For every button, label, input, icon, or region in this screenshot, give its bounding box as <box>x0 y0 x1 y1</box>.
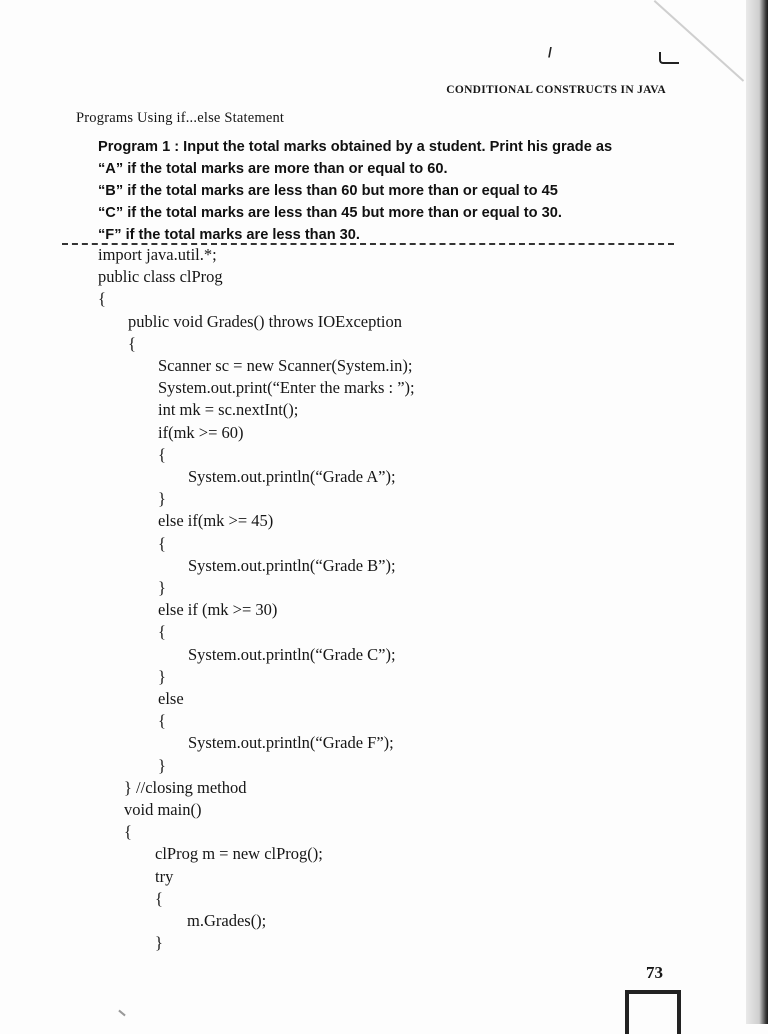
code-line: { <box>158 711 166 731</box>
code-line: m.Grades(); <box>187 911 267 930</box>
problem-statement <box>98 136 688 246</box>
code-line: void main() <box>124 800 202 819</box>
code-line: System.out.println(“Grade C”); <box>188 644 396 664</box>
code-line: } <box>158 755 166 775</box>
scan-speck <box>118 1010 125 1017</box>
code-line: int mk = sc.nextInt(); <box>158 400 299 420</box>
problem-line: Program 1 : Input the total marks obtained by a student. Print his grade as <box>98 139 613 155</box>
code-line: public class clProg <box>98 267 223 287</box>
code-line: { <box>155 888 163 908</box>
code-line: else if (mk >= 30) <box>158 600 278 620</box>
code-line: { <box>158 622 166 642</box>
corner-box-mark <box>625 990 681 1034</box>
code-line: if(mk >= 60) <box>158 422 244 442</box>
code-line: { <box>158 444 166 464</box>
code-line: } <box>158 666 166 686</box>
problem-line: “C” if the total marks are less than 45 but more than or equal to 30. <box>98 205 562 221</box>
code-line: else <box>158 689 184 708</box>
code-line: else if(mk >= 45) <box>158 511 274 531</box>
page-number: 73 <box>646 963 663 982</box>
code-line: System.out.print(“Enter the marks : ”); <box>158 378 415 398</box>
pen-tick-mark: / <box>548 44 552 60</box>
code-line: System.out.println(“Grade A”); <box>188 467 396 486</box>
section-title: Programs Using if...else Statement <box>76 110 285 126</box>
code-line: } <box>158 489 166 509</box>
problem-line: “F” if the total marks are less than 30. <box>98 227 360 243</box>
code-line: Scanner sc = new Scanner(System.in); <box>158 356 413 375</box>
code-line: clProg m = new clProg(); <box>155 844 323 864</box>
code-line: { <box>128 333 136 353</box>
code-line: System.out.println(“Grade B”); <box>188 555 396 575</box>
code-line: } //closing method <box>124 777 247 797</box>
code-line: } <box>158 578 166 597</box>
page-edge-shadow <box>746 0 768 1024</box>
pen-hook-mark <box>659 52 679 64</box>
page-fold-line <box>654 0 745 82</box>
problem-line: “B” if the total marks are less than 60 but more than or equal to 45 <box>98 183 558 199</box>
code-line: import java.util.*; <box>98 245 217 264</box>
code-line: { <box>124 822 132 842</box>
code-line: try <box>155 866 174 886</box>
code-line: public void Grades() throws IOException <box>128 311 403 331</box>
code-line: { <box>158 533 166 553</box>
problem-line: “A” if the total marks are more than or equal to 60. <box>98 161 448 177</box>
code-line: } <box>155 933 163 953</box>
code-line: { <box>98 289 106 309</box>
code-line: System.out.println(“Grade F”); <box>188 733 394 753</box>
running-head: CONDITIONAL CONSTRUCTS IN JAVA <box>446 84 666 96</box>
